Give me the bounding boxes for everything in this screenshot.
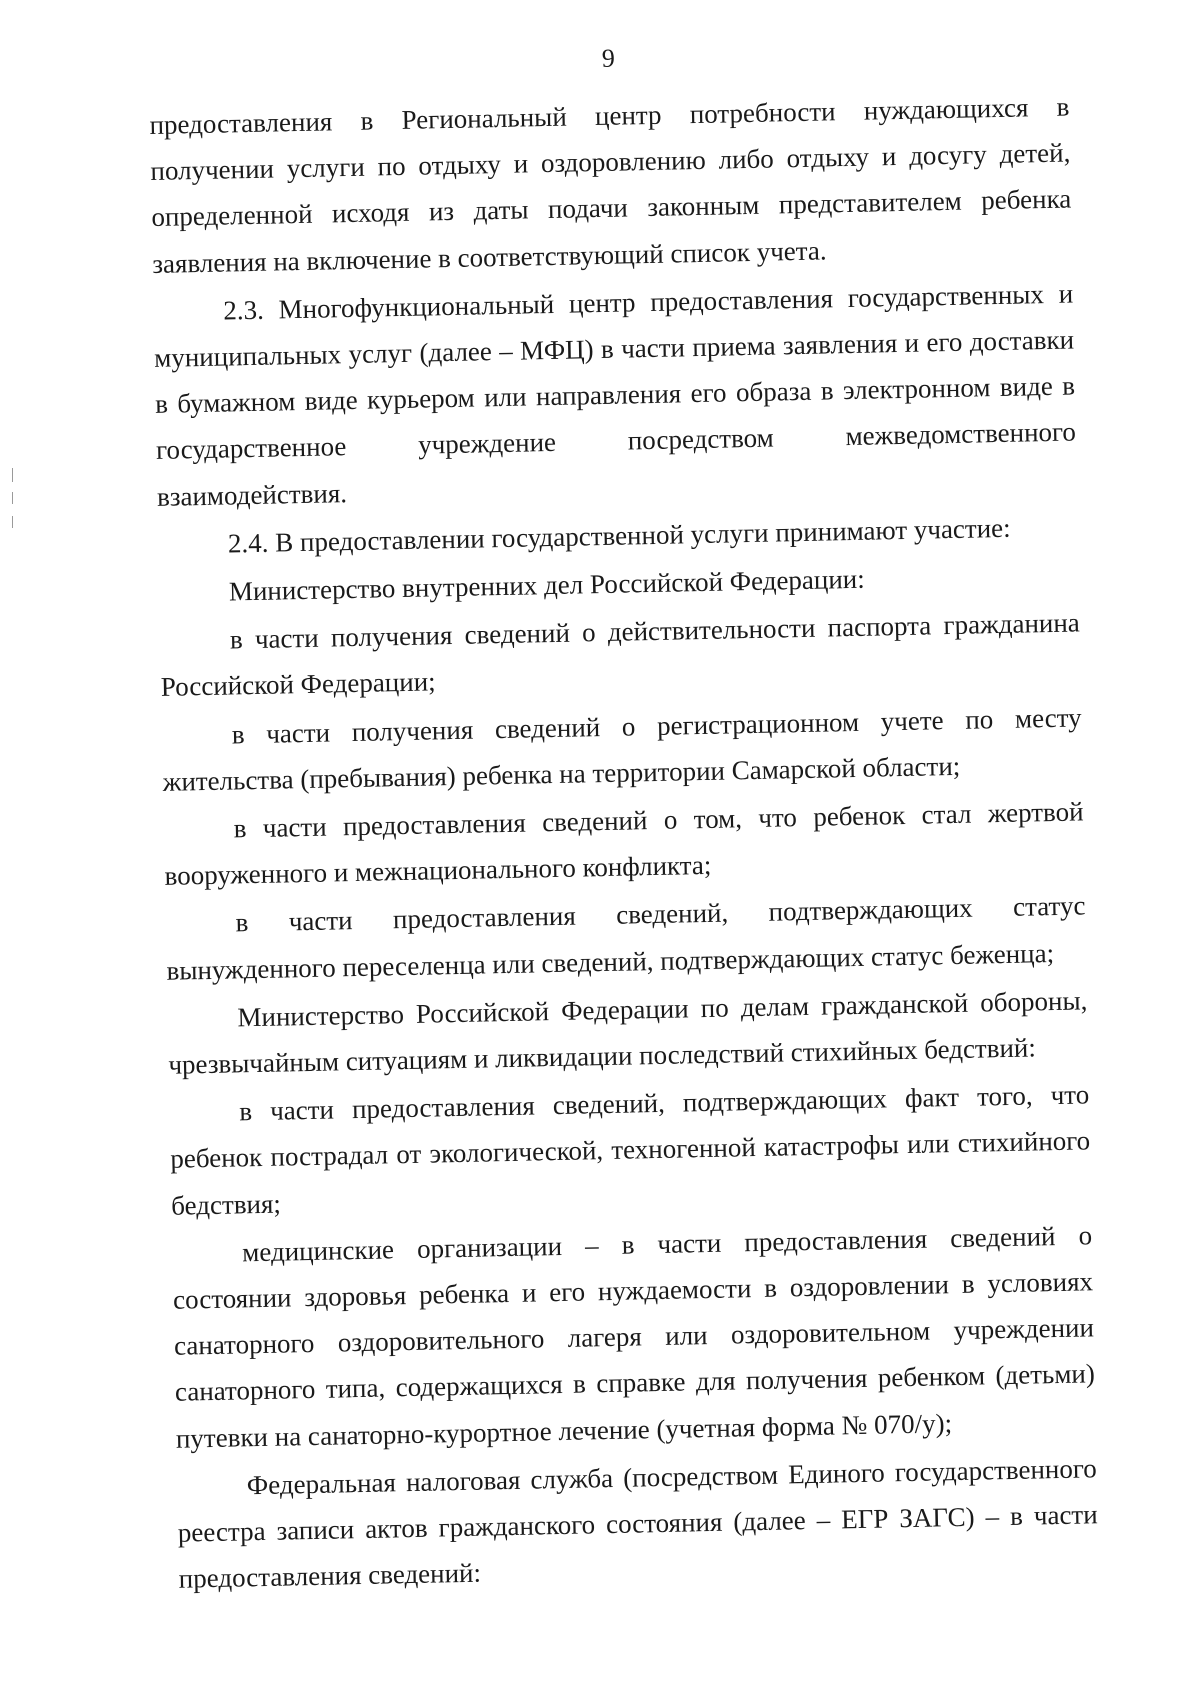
scan-artifact-line <box>12 516 13 528</box>
paragraph: в части получения сведений о действительности паспорта гражданина Российской Федерации; <box>160 607 1081 703</box>
paragraph: медицинские организации – в части предоставления сведений о состоянии здоровья ребенка и его нуждаемости в оздоровлении в условиях санаторного оздоровительного лагеря или оздоровительном учреждении санаторного типа, содержащихся в справке для получения ребенком (детьми) путевки на санаторно-курортное лечение (учетная форма № 070/у); <box>172 1220 1096 1454</box>
paragraph: в части предоставления сведений о том, что ребенок стал жертвой вооруженного и межнационального конфликта; <box>164 796 1084 892</box>
paragraph: Министерство Российской Федерации по делам гражданской обороны, чрезвычайным ситуациям и ликвидации последствий стихийных бедствий: <box>168 985 1088 1080</box>
paragraph: Министерство внутренних дел Российской Федерации: <box>228 563 866 607</box>
paragraph: 2.3. Многофункциональный центр предоставления государственных и муниципальных услуг (далее – МФЦ) в части приема заявления и его доставки в бумажном виде курьером или направления его образа в электронном виде в государственное учреждение посредством межведомственного взаимодействия. <box>153 278 1077 512</box>
paragraph: 2.4. В предоставлении государственной услуги принимают участие: <box>227 512 1011 559</box>
document-body <box>148 30 1099 1603</box>
scan-artifact-line <box>12 492 13 504</box>
page-number: 9 <box>601 43 616 73</box>
paragraph: в части предоставления сведений, подтверждающих факт того, что ребенок пострадал от экологической, техногенной катастрофы или стихийного бедствия; <box>170 1079 1091 1221</box>
scan-artifact-line <box>12 468 13 482</box>
paragraph: предоставления в Региональный центр потребности нуждающихся в получении услуги по отдыху и оздоровлению либо отдыху и досугу детей, определенной исходя из даты подачи законным представителем ребенка заявления на включение в соответствующий список учета. <box>149 91 1072 279</box>
paragraph: Федеральная налоговая служба (посредством Единого государственного реестра записи актов гражданского состояния (далее – ЕГР ЗАГС) – в части предоставления сведений: <box>177 1453 1098 1594</box>
paragraph: в части получения сведений о регистрационном учете по месту жительства (пребывания) ребенка на территории Самарской области; <box>162 702 1082 797</box>
paragraph: в части предоставления сведений, подтверждающих статус вынужденного переселенца или сведений, подтверждающих статус беженца; <box>166 890 1086 986</box>
